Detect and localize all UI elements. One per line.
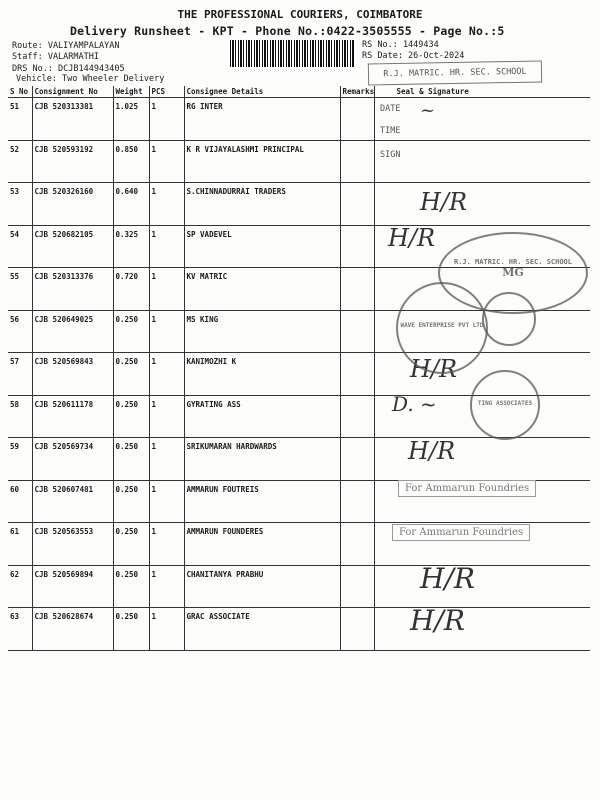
- staff-label: Staff: VALARMATHI: [12, 52, 99, 62]
- cell-seal: [374, 438, 590, 481]
- cell-consignment: CJB 520649025: [32, 310, 113, 353]
- rs-number: RS No.: 1449434: [362, 40, 439, 50]
- cell-consignee: MS KING: [184, 310, 340, 353]
- cell-consignee: K R VIJAYALASHMI PRINCIPAL: [184, 140, 340, 183]
- cell-pcs: 1: [149, 140, 184, 183]
- cell-weight: 0.250: [113, 608, 149, 651]
- signature-hr: H/R: [410, 604, 465, 637]
- cell-consignee: RG INTER: [184, 98, 340, 141]
- cell-sno: 60: [8, 480, 32, 523]
- cell-remarks: [340, 565, 374, 608]
- cell-remarks: [340, 608, 374, 651]
- cell-seal: [374, 565, 590, 608]
- cell-weight: 0.250: [113, 438, 149, 481]
- cell-weight: 0.250: [113, 353, 149, 396]
- runsheet-table: [8, 86, 590, 651]
- cell-consignment: CJB 520313376: [32, 268, 113, 311]
- cell-pcs: 1: [149, 98, 184, 141]
- table-row: [8, 565, 590, 608]
- cell-sno: 52: [8, 140, 32, 183]
- signature-hr: H/R: [420, 562, 475, 595]
- signature-scribble: ~: [420, 100, 436, 121]
- cell-consignee: GRAC ASSOCIATE: [184, 608, 340, 651]
- cell-weight: 0.325: [113, 225, 149, 268]
- cell-weight: 0.850: [113, 140, 149, 183]
- cell-weight: 1.025: [113, 98, 149, 141]
- cell-consignment: CJB 520569894: [32, 565, 113, 608]
- cell-remarks: [340, 353, 374, 396]
- cell-consignment: CJB 520628674: [32, 608, 113, 651]
- ammarun-box-stamp: For Ammarun Foundries: [392, 524, 530, 541]
- signature-hr: H/R: [388, 224, 436, 252]
- cell-consignment: CJB 520313381: [32, 98, 113, 141]
- cell-pcs: 1: [149, 268, 184, 311]
- cell-remarks: [340, 523, 374, 566]
- rs-date: RS Date: 26-Oct-2024: [362, 51, 465, 61]
- sign-stamp-label: SIGN: [380, 150, 401, 160]
- cell-sno: 62: [8, 565, 32, 608]
- cell-seal: [374, 183, 590, 226]
- cell-consignee: SP VADEVEL: [184, 225, 340, 268]
- cell-consignee: GYRATING ASS: [184, 395, 340, 438]
- cell-remarks: [340, 310, 374, 353]
- col-remarks: Remarks: [340, 86, 374, 98]
- cell-weight: 0.250: [113, 523, 149, 566]
- cell-weight: 0.250: [113, 395, 149, 438]
- table-row: [8, 98, 590, 141]
- cell-remarks: [340, 225, 374, 268]
- cell-sno: 54: [8, 225, 32, 268]
- cell-remarks: [340, 438, 374, 481]
- table-row: [8, 438, 590, 481]
- cell-remarks: [340, 395, 374, 438]
- time-stamp-label: TIME: [380, 126, 401, 136]
- cell-pcs: 1: [149, 565, 184, 608]
- cell-pcs: 1: [149, 183, 184, 226]
- signature-d: D. ~: [392, 392, 437, 416]
- cell-pcs: 1: [149, 438, 184, 481]
- cell-sno: 58: [8, 395, 32, 438]
- cell-consignee: CHANITANYA PRABHU: [184, 565, 340, 608]
- school-round-stamp: R.J. MATRIC. HR. SEC. SCHOOL MG: [438, 232, 588, 314]
- cell-remarks: [340, 268, 374, 311]
- cell-remarks: [340, 480, 374, 523]
- col-pcs: PCS: [149, 86, 184, 98]
- cell-seal: [374, 98, 590, 141]
- cell-pcs: 1: [149, 523, 184, 566]
- enterprise-round-stamp: WAVE ENTERPRISE PVT LTD: [396, 282, 488, 374]
- runsheet-subtitle: Delivery Runsheet - KPT - Phone No.:0422-3505555 - Page No.:5: [70, 24, 505, 38]
- cell-consignment: CJB 520569734: [32, 438, 113, 481]
- cell-consignee: AMMARUN FOUNDERES: [184, 523, 340, 566]
- cell-consignee: AMMARUN FOUTREIS: [184, 480, 340, 523]
- signature-hr: H/R: [408, 437, 456, 465]
- table-header-row: [8, 86, 590, 98]
- cell-consignee: SRIKUMARAN HARDWARDS: [184, 438, 340, 481]
- cell-consignment: CJB 520326160: [32, 183, 113, 226]
- barcode: [230, 40, 355, 67]
- cell-pcs: 1: [149, 353, 184, 396]
- cell-sno: 56: [8, 310, 32, 353]
- col-weight: Weight: [113, 86, 149, 98]
- cell-sno: 61: [8, 523, 32, 566]
- small-round-stamp: [482, 292, 536, 346]
- cell-weight: 0.250: [113, 565, 149, 608]
- col-consignment: Consignment No: [32, 86, 113, 98]
- cell-sno: 63: [8, 608, 32, 651]
- table-row: [8, 140, 590, 183]
- cell-consignment: CJB 520593192: [32, 140, 113, 183]
- cell-weight: 0.250: [113, 480, 149, 523]
- cell-consignment: CJB 520607481: [32, 480, 113, 523]
- cell-consignment: CJB 520569843: [32, 353, 113, 396]
- ting-associates-stamp: TING ASSOCIATES: [470, 370, 540, 440]
- cell-remarks: [340, 140, 374, 183]
- drs-label: DRS No.: DCJB144943405: [12, 64, 125, 74]
- signature-hr: H/R: [410, 355, 458, 383]
- cell-consignment: CJB 520611178: [32, 395, 113, 438]
- cell-consignment: CJB 520563553: [32, 523, 113, 566]
- cell-pcs: 1: [149, 608, 184, 651]
- col-sno: S No: [8, 86, 32, 98]
- col-seal: Seal & Signature: [374, 86, 590, 98]
- cell-pcs: 1: [149, 225, 184, 268]
- cell-sno: 51: [8, 98, 32, 141]
- cell-sno: 55: [8, 268, 32, 311]
- cell-remarks: [340, 98, 374, 141]
- cell-sno: 57: [8, 353, 32, 396]
- route-label: Route: VALIYAMPALAYAN: [12, 41, 120, 51]
- school-rect-stamp: R.J. MATRIC. HR. SEC. SCHOOL: [368, 60, 542, 85]
- cell-consignee: S.CHINNADURRAI TRADERS: [184, 183, 340, 226]
- ammarun-box-stamp: For Ammarun Foundries: [398, 480, 536, 497]
- cell-consignment: CJB 520682105: [32, 225, 113, 268]
- cell-weight: 0.250: [113, 310, 149, 353]
- cell-weight: 0.640: [113, 183, 149, 226]
- vehicle-label: Vehicle: Two Wheeler Delivery: [16, 74, 165, 84]
- cell-consignee: KV MATRIC: [184, 268, 340, 311]
- cell-sno: 53: [8, 183, 32, 226]
- cell-seal: [374, 140, 590, 183]
- table-row: [8, 183, 590, 226]
- cell-weight: 0.720: [113, 268, 149, 311]
- date-stamp-label: DATE: [380, 104, 401, 114]
- signature-hr: H/R: [420, 188, 468, 216]
- cell-pcs: 1: [149, 395, 184, 438]
- cell-sno: 59: [8, 438, 32, 481]
- cell-remarks: [340, 183, 374, 226]
- table-row: [8, 608, 590, 651]
- cell-consignee: KANIMOZHI K: [184, 353, 340, 396]
- cell-pcs: 1: [149, 480, 184, 523]
- cell-seal: [374, 608, 590, 651]
- company-title: THE PROFESSIONAL COURIERS, COIMBATORE: [177, 8, 423, 21]
- cell-pcs: 1: [149, 310, 184, 353]
- col-consignee: Consignee Details: [184, 86, 340, 98]
